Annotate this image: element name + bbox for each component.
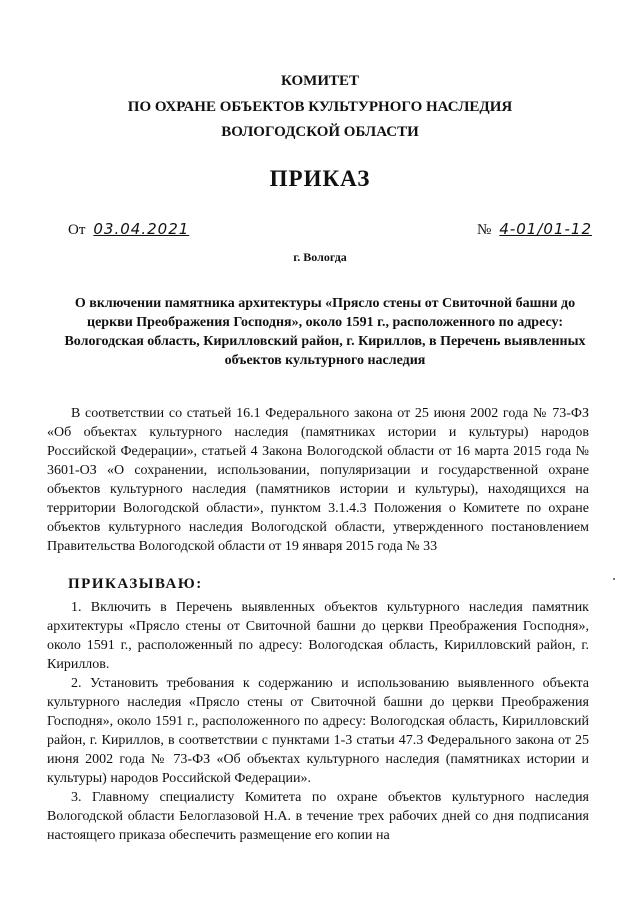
header-line-2: ПО ОХРАНЕ ОБЪЕКТОВ КУЛЬТУРНОГО НАСЛЕДИЯ	[127, 99, 513, 115]
scan-speck	[613, 578, 615, 580]
order-item-3: 3. Главному специалисту Комитета по охране объектов культурного наследия Вологодской области Белоглазовой Н.А. в течение трех рабочих дней со дня подписания настоящего приказа обеспечить размещение его копии на	[47, 790, 589, 843]
preamble	[47, 404, 589, 556]
order-items	[47, 598, 589, 845]
date-row	[68, 220, 189, 239]
order-item-2: 2. Установить требования к содержанию и использованию выявленного объекта культурного наследия «Прясло стены от Свиточной башни до церкви Преображения Господня», около 1591 г., расположенного по адресу: Вологодская область, Кирилловский район, г. Кириллов, в соответствии с пунктами 1-3 статьи 47.3 Федерального закона от 25 июня 2002 года № 73-ФЗ «Об объектах культурного наследия (памятниках истории и культуры) народов Российской Федерации».	[47, 676, 589, 786]
order-item-1: 1. Включить в Перечень выявленных объектов культурного наследия памятник архитектуры «Прясло стены от Свиточной башни до церкви Преображения Господня», около 1591 г., расположенный по адресу: Вологодская область, Кирилловский район, г. Кириллов.	[47, 600, 589, 672]
handwritten-number: 4-01/01-12	[499, 220, 592, 238]
header-line-1: КОМИТЕТ	[280, 73, 359, 89]
number-row	[477, 220, 592, 239]
order-heading: ПРИКАЗЫВАЮ:	[68, 576, 203, 592]
document-type-title: ПРИКАЗ	[269, 166, 371, 191]
header-line-3: ВОЛОГОДСКОЙ ОБЛАСТИ	[221, 124, 419, 140]
handwritten-date: 03.04.2021	[93, 220, 190, 238]
date-prefix: От	[68, 222, 86, 238]
city-label: г. Вологда	[293, 250, 347, 264]
preamble-paragraph: В соответствии со статьей 16.1 Федерального закона от 25 июня 2002 года № 73-ФЗ «Об объектах культурного наследия (памятниках истории и культуры) народов Российской Федерации», статьей 4 Закона Вологодской области от 16 марта 2015 года № 3601-ОЗ «О сохранении, использовании, популяризации и государственной охране объектов культурного наследия (памятников истории и культуры), находящихся на территории Вологодской области», пунктом 3.1.4.3 Положения о Комитете по охране объектов культурного наследия Вологодской области, утвержденного постановлением Правительства Вологодской области от 19 января 2015 года № 33	[47, 406, 589, 554]
number-prefix: №	[477, 222, 492, 238]
order-subject-title: О включении памятника архитектуры «Прясло стены от Свиточной башни до церкви Преображения Господня», около 1591 г., расположенного по адресу: Вологодская область, Кирилловский район, г. Кириллов, в Перечень выявленных объектов культурного наследия	[64, 296, 586, 368]
